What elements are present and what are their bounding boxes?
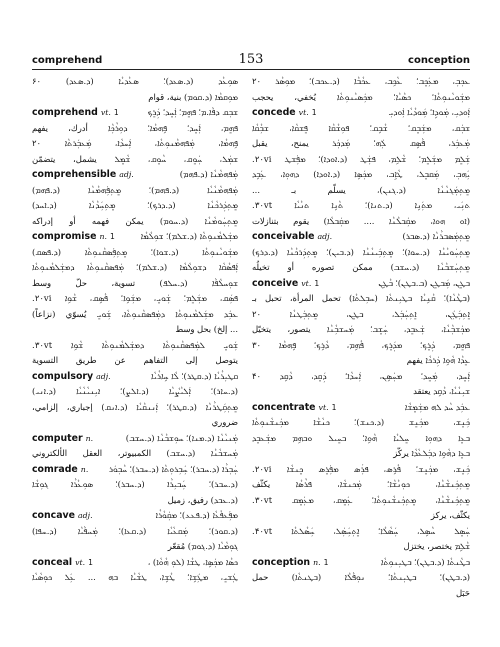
running-head-right: conception [408,55,470,66]
entry-text-line: ܫܵܠܹܡ يختصر، يختزل [403,541,470,551]
entry-text-line: ܚܲܣܸܠ ܚܵܣܹܠ، ܚܲܣܵܠܵܐ؛ ܐܸܬܼܚܲܣܲܠ، ܚܲܣܵܠܬܵܐ ۴۰vt. [252,525,470,536]
entry-headword: comprehend [32,107,98,118]
entry-text: ܟܣܵܐ ܡܟܲܣܹܐ، ܛܫܵܐ (ܠܘܼ ܗܵܘܵܐ) ، [147,556,238,567]
entry-text-line: ܡܸܬܼܚܲܘܡܵܢܵܐ (ܕ.ܚܘܡ) يمكن فهمه أو إدراكه [32,215,238,226]
part-of-speech: vt. [318,402,329,412]
entry-text-line: ܡܸܬܼܩܲܛܪܵܢܵܐ (ܕ.ܩܛܪ)؛ ܐܲܢܢܩܵܝܵܐ (ܕ.ܐܢܩ) إجباري، إلزامي، [32,401,238,412]
entry-text-line: ܡܟܲܫܒܼܵܢܵܐ، ܫܲܥܒܸܕ، ܚܲܫܸܒ؛ ܡܲܚܫܒܼܵܢܵܐ يتصور، يتخيّل [252,324,470,334]
entry-text-line: ܫܒܲܩ، ܡܫܲܒܸܩ؛ ܫܵܒܹܩ؛ ܦܘܼܫܵܩܵܐ ܦܸܫܩܵܐ، ܫܒܼܵܩܵܐ [252,122,470,133]
entry-text-line: ܝܲܗܒܼ، ܡܲܩܒܸܠ، ܛܵܐܹܒ، ܡܟܲܣܹܐ (ܕ.ܐܘܕܐ) ܕܗܘܼܐ، ܥܲܒܹܕ [252,169,470,179]
entry-text-line: ܫܘܼܚܠܵܦܵܐ (ܕ.ܚܠܦ) تسوية، حلّ وسط [32,277,238,288]
entry-text: ܡܫܲܠܡܵܢܘܼܬܵܐ (ܕ.ܫܠܡ)؛ ܫܘܼܠܵܡܵܐ [140,231,238,241]
entry-text-line: (ܕ.ܚܒܪ)؛ ܚܲܒܝܼܪܵܐ (ܕ.ܚܒܪ)؛ ܣܘܼܥܵܪܵܐ ܓܘܼܫܵܐ [32,479,238,489]
part-of-speech: adj. [119,170,134,179]
entry-headword: compromise [32,231,97,242]
entry-text-line: ܣܘܼܥܵܕ (ܕ.ܣܥܕ)؛ ܣܥܵܕܝܵܐ (ܕ.ܣܥܕ) ۶۰ [32,76,238,86]
entry-text-line: ... إلخ) بحل وسط [175,324,238,334]
part-of-speech: adj. [317,232,333,241]
running-head-left: comprehend [32,55,103,66]
entry-text-line: حَبَل [455,587,470,598]
entry-text-line: ܛܲܫܝܸ، ܡܛܲܫܹܐ؛ ܛܵܫܹܐ، ܛܫܵܝܵܐ ܒܗ ... ܥܲܠ ܟܘܼܣܵܝܵܐ [32,572,238,582]
entry-text-line: ܡܸܬܼܕܲܪܟܵܢܵܐ (ܕ.ܕܪܟ)؛ ܡܸܬܼܚܲܕܵܢܵܐ (ܕ.ܐܚܕ) [32,200,238,210]
sense-number: 1 [311,108,317,117]
part-of-speech: n. [99,232,107,241]
entry-line [32,369,238,385]
entry-headword: concentrate [252,401,316,413]
entry-text-line: (ܕ.ܒܛܢ)؛ ܒܛܝܼܢܬܵܐ؛ ܢܘܼܦܵܠܵܐ (ܒܛܢܬܵܐ) حمل [252,572,470,582]
part-of-speech: vt. [301,278,312,288]
page-number: 153 [238,52,264,67]
entry-text: ܐܲܘܕܝܼ، ܡܲܘܕܹܐ؛ ܡܲܘܕܵܝܵܐ ܐܲܘܕܝܼ [388,107,470,117]
entry-text-line: ܫܲܠܸܡ ܡܫܲܠܸܡ؛ ܫܵܠܹܡ، ܦܫܲܛ (ܕ.ܐܘܕܐ)؛ ܡܦܲܫܛ ۲۰vi. [252,153,470,164]
entry-text-line: (ܐܘ ܗܘܐ، ܡܩܲܒܠܵܢܵܐ .... ܡܩܲܒܠܵܐ) يقوم بتنازلات [252,215,470,226]
entry-headword: concave [32,510,76,521]
entry-text: ܡܦܲܥܦܵܥܵܐ (ܕ.ܦܥܥ)؛ ܡܩܲܘܵܪܵܐ [155,510,238,520]
entry-text-line: (ܕ.ܥܒܕ) رفيق، زميل [167,494,238,505]
entry-headword: compulsory [32,370,94,382]
entry-text-line: ܡܸܬܼܟܲܢܫܵܢܵܐ، ܟܘܼܢܵܫܵܐ؛ ܡܲܟܢܫܵܐ، ܦܪܵܣܵܐ يكثّف [252,479,470,489]
entry-line [32,105,238,121]
part-of-speech: vt. [298,108,309,117]
entry-text-line: ܫܡܲܠ، ܚܲܘܸܩ، ܚܵܘܸܩ، ܫܵܡܸܠ يشمل، يتضمّن [32,153,238,164]
entry-text-line: ܡܲܦܗܡܵܢܵܝܵܐ (ܕ.ܦܗܡ)؛ ܡܸܬܼܦܲܗܡܵܢܵܐ (ܕ.ܦܗܡ) [32,184,238,195]
entry-text: ܡܸܬܼܡܲܣܒܪܵܢܵܐ (ܕ.ܣܒܪ) [402,231,470,241]
part-of-speech: vt. [100,108,111,117]
entry-line [252,229,470,245]
entry-text-line: ܥܟܼܒܼ، ܡܥܲܟܸܒ؛ ܥܵܟܹܒ، ܥܟܵܒܵܐ (ܕ.ܥܟܒ)؛ ܡܘܼܣܵܪ ۲۰ [252,76,470,86]
entry-text-line: ܡܸܬܼܚܲܫܒܵܢܵܐ (ܕ.ܚܫܒ) ممكن تصوره أو تخيلُه [252,262,470,272]
entry-headword: comrade [32,463,78,475]
entry-text-line: ܓܘܼܡܵܝܵܐ (ܕ.ܓܘܡ) مُقعّر [167,541,238,551]
entry-line [252,105,470,121]
entry-line [32,167,238,183]
sense-number: 1 [331,402,337,412]
entry-line [252,276,470,292]
entry-line [252,555,470,571]
part-of-speech: n. [85,433,94,443]
entry-text-line: ܟܲܢܸܫ، ܡܟܲܢܸܫ (ܕ.ܟܢܫ)؛ ܟܢܵܫܵܐ ܡܟܲܢܫܵܢܘܼܬܵܐ [252,417,470,427]
page-header [32,48,470,66]
sense-number: 1 [323,557,329,567]
entry-text-line: (ܕ.ܩܘܪ)؛ ܡܲܩܥܵܝܵܐ (ܕ.ܩܥܐ)؛ ܡܲܚܦܵܝܵܐ (ܕ.ܚܦܐ) [32,525,238,536]
entry-text-line: ܡܫܲܘܝܵܢܘܼܬܵܐ (ܕ.ܫܘܐ)؛ ܡܸܬܼܦܲܣܩܵܢܘܼܬܵܐ (ܕ.ܦܣܩ) [32,246,238,257]
dictionary-columns [32,74,470,633]
part-of-speech: n. [80,464,89,474]
entry-line [32,555,238,571]
entry-headword: concede [252,107,296,118]
entry-text: ܡܲܦܗܡܵܢܵܐ (ܕ.ܦܗܡ) [179,169,238,179]
entry-headword: conceivable [252,231,315,242]
entry-text-line: ܡܸܬܼܟܲܢܫܵܢܵܐ، ܡܸܬܼܟܲܢܫܵܢܘܼܬܵܐ؛ ܥܲܡܸܩ، ܡܥܲܡܸܩ ۳۰vt. [252,494,470,505]
entry-text: ܒܛܵܢܬܵܐ (ܕ.ܒܛܢ)؛ ܒܛܝܼܢܘܼܬܵܐ [380,556,470,567]
entry-text-line: ܡܘܼܩܡܵܐ (ܕ.ܩܘܡ) بنية، قوام [148,91,238,102]
entry-text-line: (ܒܛܵܢܵܐ)؛ ܩܵܢܹܝܵܐ ܒܛܝܼܢܬܵܐ (ܚܒܼܠܬܵܐ) تحمل المرأة، تحبل بـ [252,293,470,303]
entry-text-line: ܥܸܕܵܐ ܗܵܘܹܐ ܕܲܪܟܵܐ يفهم [406,355,470,365]
entry-text-line: ܐܸܬܼܒܲܛܲܢ، ܐܸܬܼܚܲܒܲܠ، ܒܛܸܢ، ܡܸܬܼܒܲܛܢܵܐ ۲۰ [252,308,470,319]
entry-line [32,431,238,447]
part-of-speech: vt. [75,557,86,567]
entry-text-line: ܫܝܼܢܵܝܵܐ، ܕܵܩܹܕ يعتقد [413,386,470,396]
entry-text-line: ܥܒܲܕ ܡܫܲܠܡܵܢܘܼܬܵܐ ܕܡܲܦܣܩܵܢܘܼܬܵܐ، ܫܲܘܝܸ يُسوّي (نزاعاً) [32,308,238,319]
entry-line [32,229,238,245]
entry-text-line: ܐܲܦܣܵܩܵܐ ܕܫܘܼܠܵܡܵܐ (ܕ.ܫܠܡ)؛ ܡܲܦܣܩܵܢܘܼܬܵܐ ܕܡܫܲܠܡܵܢܘܼܬܵܐ [32,262,238,272]
entry-text: ܡܲܢܝܵܢܵܐ (ܕ.ܡܢܐ)؛ ܚܘܼܫܒܵܢܵܐ (ܕ.ܚܫܒ) [125,432,238,443]
left-column [32,74,238,633]
part-of-speech: n. [313,557,321,567]
sense-number: 1 [113,108,119,117]
header-rule [32,69,470,70]
entry-text-line: ܟܲܢܸܫ، ܡܟܲܢܸܫ؛ ܦܵܪܹܣ، ܦܪܲܣ ܡܦܲܪܸܣ ܟܸܢܫܵܐ ۲۰vi. [252,463,470,474]
entry-text-line: ܦܹܗܡܵܐ، ܡܲܦܗܡܵܢܘܼܬܵܐ، ܐܲܚܕܵܐ، ܡܲܥܒܲܪܬܵܐ ۲۰ [32,138,238,148]
entry-text-line: ܬܢܲܝ، ܡܬܲܢܹܐ (ܕ.ܬܢܐ)؛ ܬܵܢܹܐ ܬܢܵܝܵܐ ۳۰vt. [252,200,470,210]
entry-headword: computer [32,432,83,444]
entry-headword: comprehensible [32,169,117,180]
entry-text-line: ܡܸܬܼܚܲܘܝܵܢܵܐ (ܕ.ܚܘܐ)؛ ܡܸܬܼܒܲܝܢܵܢܵܐ (ܕ.ܒܝܢ)؛ ܡܸܬܼܕܲܪܟܵܢܵܐ (ܕ.ܕܪܟ) [252,246,470,257]
entry-line [32,462,238,478]
entry-text: ܚܲܒܼܪܵܐ (ܕ.ܚܒܪ)؛ ܚܲܒܼܪܘܼܬܵܐ (ܕ.ܚܒܪ)؛ ܚܵܒܼܘܿܪ [108,463,238,474]
right-column [252,74,470,633]
entry-headword: conception [252,556,311,568]
entry-text: ܫܒܼܩ ܕܦܵܐ.ܡ؛ ܦܗܸܡ؛ ܐܲܚܸܕ؛ ܕܲܪܸܟ [147,107,238,117]
entry-text-line: ܫܲܘܝܸ ܠܡܲܦܣܩܵܢܘܼܬܵܐ ܕܡܫܲܠܡܵܢܘܼܬܵܐ ܫܵܘܹܐ ۳۰vt. [32,339,238,350]
entry-text-line: ܒܥܸܐ ܕܗܵܘܹܐ ܕܒܲܠܥܵܕܵܐ يركّز [393,448,470,458]
entry-text: ܒܛܸܢ، ܡܲܒܛܸܢ (ܒ.ܒܛܢ)؛ ܒܵܛܹܢ [378,277,470,288]
entry-text-line: ܦܗܸܡ، ܕܲܪܸܟ؛ ܡܕܲܪܸܟ، ܦܵܗܹܡ، ܕܵܪܹܟ؛ ܦܹܗܡܵܐ ۳۰ [252,339,470,350]
entry-text-line: ܡܫܲܘܝܵܢܘܼܬܵܐ؛ ܟܣܵܝܵܐ؛ ܡܟܲܣܝܵܢܘܼܬܵܐ يُخفي، يحجب [252,91,470,102]
entry-text-line: (ܕ.ܚܐܪ)؛ ܐܲܠܝܵܨܵܝܵܐ (ܕ.ܐܠܨ)؛ ܐܝܼܢܝܵܢܵܝܵܐ (ܕ.ܐܢܝ) [32,386,238,396]
entry-text-line: ܡܲܚܫܒܵܢܵܐ (ܕ.ܚܫܒ) الكمبيوتر، العقل الألكتروني [32,448,238,458]
sense-number: 1 [314,278,320,288]
entry-text: ܩܛܝܼܪܵܝܵܐ (ܕ.ܩܛܪ)؛ ܠܵܐ ܚܹܐܪܵܝܵܐ [151,370,238,381]
entry-text-line: ܡܲܥܒܲܪ، ܦܵܣܹܩ ܠܲܗ؛ ܡܲܕܟܲܪ يمنح، يقبل [252,138,470,148]
entry-headword: conceive [252,277,299,289]
entry-text-line: ܡܸܬܼܡܲܓܢܵܢܵܐ (ܕ.ܓܢܢ)، يسلّم بـ ... [252,184,470,195]
entry-text-line: ܐܲܚܸܕ، ܡܲܚܸܕ؛ ܡܚܲܣܹܢ، ܐܲܚܕܵܐ؛ ܕܲܩܸܕ، ܕܵܩܹܕ ۴۰ [252,370,470,381]
entry-text: ܥܒܲܕ ܚܵܕ ܠܗ ܡܫܲܡܸܫܵܐ [404,401,470,412]
sense-number: 1 [109,232,115,241]
entry-line [252,400,470,416]
entry-text-line: ضروري [211,417,238,427]
sense-number: 1 [88,557,94,567]
entry-text-line: يتوصل إلى التفاهم عن طريق التسوية [32,355,238,365]
entry-text-line: يكثّف، يركز [430,510,470,520]
entry-text-line: ܦܣܲܩ، ܡܫܲܠܸܡ؛ ܫܲܘܝܸ، ܡܫܲܘܹܐ؛ ܦܵܣܹܩ، ܫܵܘܹܐ ۲۰vi. [32,293,238,303]
entry-headword: conceal [32,556,73,568]
part-of-speech: adj. [78,511,93,520]
entry-text-line: ܦܗܸܡ، ܐܲܚܸܕ؛ ܦܹܗܡܵܐ؛ ܕܘܼܪܵܟܼܵܐ أدرك، يفهم [32,122,238,133]
entry-text-line: ܒܥܸܐ ܕܗܘܼܐ ܚܸܠܝܵܐ ܗܵܘܹܐ؛ ܒܚܸܝܠ ܘܒܗܹܡ ܡܫܲܥܒܸܕ [252,432,470,443]
part-of-speech: adj. [96,371,111,381]
entry-line [32,508,238,524]
